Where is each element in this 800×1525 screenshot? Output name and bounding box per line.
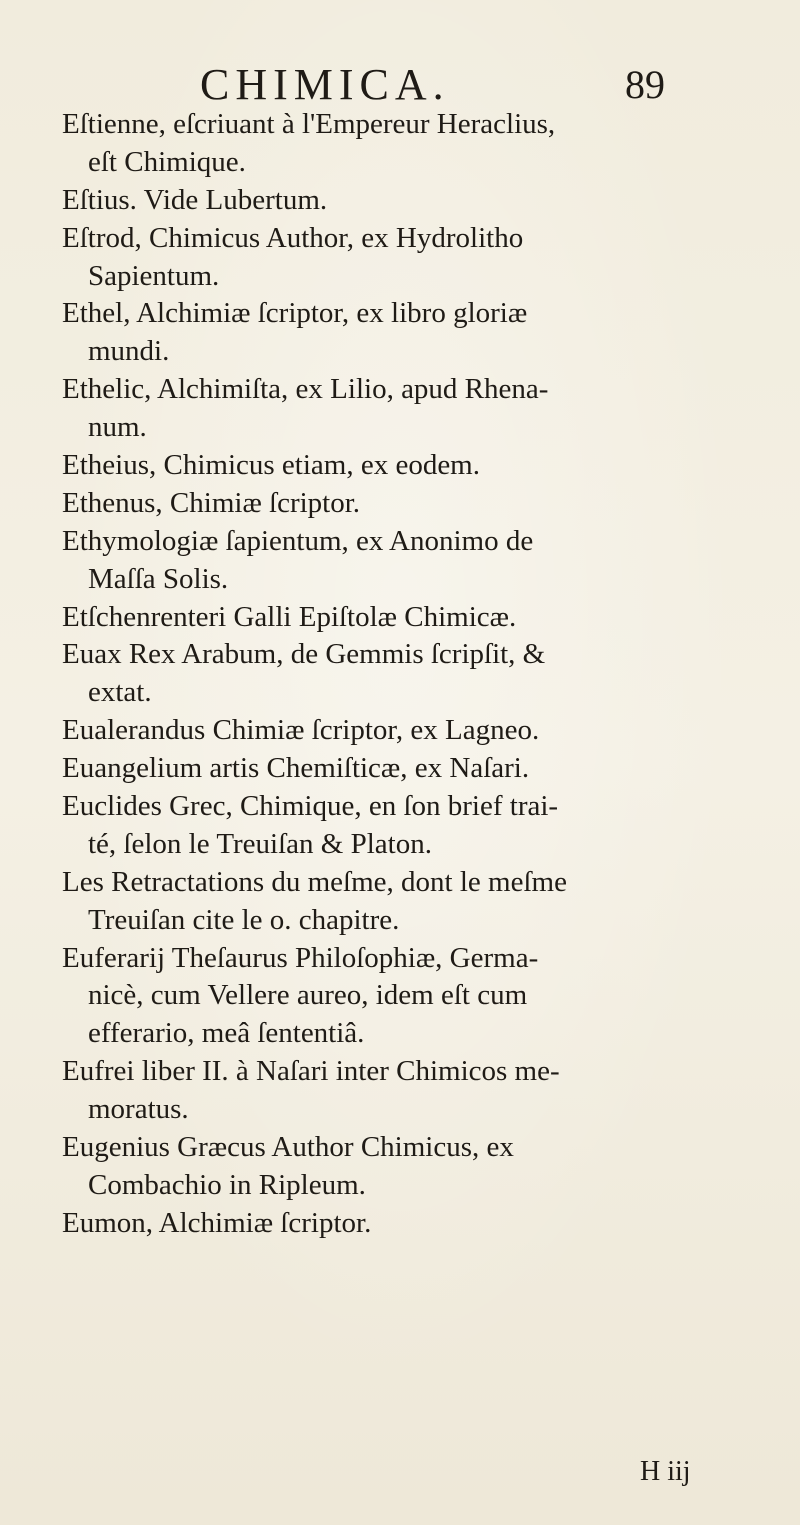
list-item: [0, 712, 800, 750]
entry-heading-line: Eugenius Græcus Author Chimicus, ex: [62, 1131, 514, 1164]
list-item: [0, 106, 800, 182]
running-title: CHIMICA.: [200, 60, 450, 109]
entry-heading-line: Eumon, Alchimiæ ſcriptor.: [62, 1206, 372, 1239]
entry-continuation-line: Combachio in Ripleum.: [88, 1168, 366, 1201]
entry-list: [0, 106, 800, 1243]
list-item: [0, 599, 800, 637]
page-header: [0, 60, 800, 110]
entry-heading-line: Eſtienne, eſcriuant à l'Empereur Heraclius,: [62, 108, 556, 140]
list-item: [0, 447, 800, 485]
list-item: [0, 1129, 800, 1205]
entry-continuation-line: eſt Chimique.: [88, 145, 246, 178]
entry-continuation-line: Treuiſan cite le o. chapitre.: [88, 903, 400, 936]
entry-heading-line: Euax Rex Arabum, de Gemmis ſcripſit, &: [62, 638, 546, 671]
entry-continuation-line: efferario, meâ ſententiâ.: [88, 1017, 365, 1050]
entry-heading-line: Euangelium artis Chemiſticæ, ex Naſari.: [62, 752, 530, 785]
entry-heading-line: Ethelic, Alchimiſta, ex Lilio, apud Rhena-: [62, 373, 549, 406]
list-item: [0, 636, 800, 712]
entry-heading-line: Les Retractations du meſme, dont le meſme: [62, 865, 567, 898]
entry-heading-line: Ethel, Alchimiæ ſcriptor, ex libro gloriæ: [62, 297, 528, 330]
entry-heading-line: Euferarij Theſaurus Philoſophiæ, Germa-: [62, 941, 539, 974]
entry-heading-line: Etheius, Chimicus etiam, ex eodem.: [62, 449, 480, 482]
list-item: [0, 1205, 800, 1243]
list-item: [0, 750, 800, 788]
list-item: [0, 523, 800, 599]
entry-heading-line: Euclides Grec, Chimique, en ſon brief trai-: [62, 790, 559, 823]
list-item: [0, 220, 800, 296]
entry-continuation-line: extat.: [88, 676, 152, 709]
entry-heading-line: Eufrei liber II. à Naſari inter Chimicos me-: [62, 1055, 560, 1088]
entry-heading-line: Eualerandus Chimiæ ſcriptor, ex Lagneo.: [62, 714, 540, 747]
entry-continuation-line: té, ſelon le Treuiſan & Platon.: [88, 827, 432, 860]
list-item: [0, 371, 800, 447]
list-item: [0, 788, 800, 864]
list-item: [0, 182, 800, 220]
entry-continuation-line: moratus.: [88, 1093, 189, 1126]
entry-heading-line: Eſtrod, Chimicus Author, ex Hydrolitho: [62, 221, 524, 254]
list-item: [0, 295, 800, 371]
page-number: 89: [625, 62, 665, 107]
entry-continuation-line: mundi.: [88, 335, 170, 368]
signature-mark: H iij: [640, 1456, 691, 1487]
entry-heading-line: Eſtius. Vide Lubertum.: [62, 183, 328, 216]
list-item: [0, 1053, 800, 1129]
list-item: [0, 940, 800, 1054]
list-item: [0, 485, 800, 523]
entry-continuation-line: nicè, cum Vellere aureo, idem eſt cum: [88, 979, 528, 1012]
entry-heading-line: Etſchenrenteri Galli Epiſtolæ Chimicæ.: [62, 600, 517, 633]
entry-heading-line: Ethymologiæ ſapientum, ex Anonimo de: [62, 524, 534, 557]
entry-continuation-line: num.: [88, 411, 147, 444]
list-item: [0, 864, 800, 940]
entry-continuation-line: Maſſa Solis.: [88, 562, 229, 595]
entry-heading-line: Ethenus, Chimiæ ſcriptor.: [62, 486, 361, 519]
entry-continuation-line: Sapientum.: [88, 259, 220, 292]
